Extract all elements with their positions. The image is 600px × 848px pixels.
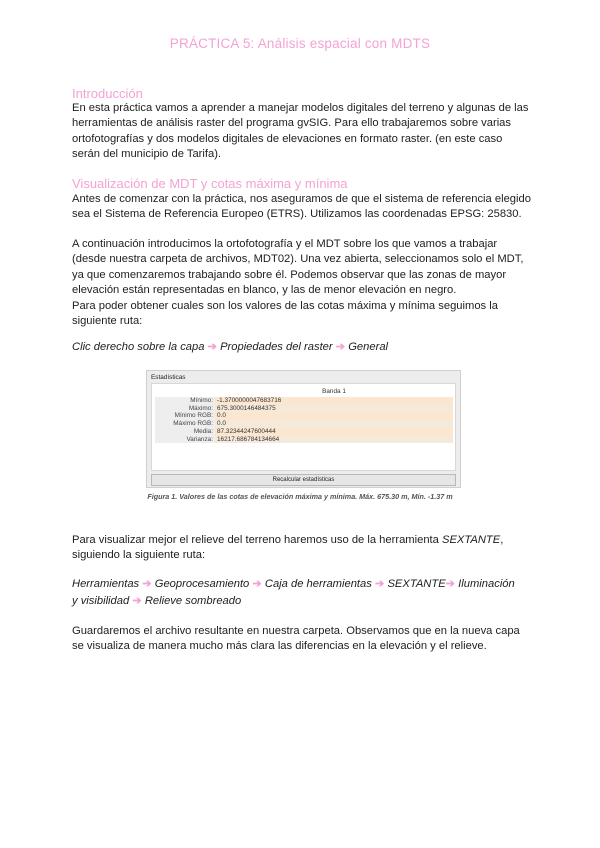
intro-paragraph — [72, 101, 542, 163]
stat-value: 87.32344247600444 — [215, 428, 453, 436]
stat-label: Mínimo RGB: — [155, 412, 215, 420]
arrow-right-icon: ➔ — [132, 594, 142, 607]
stat-label: Varianza: — [155, 436, 215, 444]
arrow-right-icon: ➔ — [335, 341, 346, 353]
text-line: ya que comenzaremos trabajando sobre él. Podemos observar que las zonas de mayor — [72, 268, 507, 281]
section3-paragraph-1 — [72, 533, 542, 564]
stat-label: Mínimo: — [155, 397, 215, 405]
route-step: SEXTANTE — [387, 578, 446, 590]
text-fragment: Para visualizar mejor el relieve del terreno haremos uso de la herramienta — [72, 534, 442, 546]
arrow-right-icon: ➔ — [374, 578, 385, 590]
route-step: Geoprocesamiento — [154, 578, 250, 590]
stat-label: Media: — [155, 428, 215, 436]
table-row — [155, 412, 453, 420]
stat-value: 0.0 — [215, 412, 453, 420]
stat-label: Máximo RGB: — [155, 420, 215, 428]
text-line: serán del municipio de Tarifa). — [72, 148, 222, 161]
route-step: Herramientas — [72, 578, 140, 590]
statistics-panel-screenshot — [146, 370, 461, 488]
text-line: Para poder obtener cuales son los valores de las cotas máxima y mínima seguimos la — [72, 299, 498, 312]
tool-name: SEXTANTE — [442, 534, 501, 546]
page-title: PRÁCTICA 5: Análisis espacial con MDTS — [169, 36, 431, 51]
section2-paragraph-2 — [72, 237, 542, 329]
route-step: Relieve sombreado — [144, 594, 242, 607]
arrow-right-icon: ➔ — [445, 578, 456, 590]
route-step: General — [348, 341, 389, 353]
stat-value: -1.3700000047683716 — [215, 397, 453, 405]
stat-value: 675.3000146484375 — [215, 405, 453, 413]
route-step: Clic derecho sobre la capa — [72, 341, 205, 353]
text-line: Antes de comenzar con la práctica, nos aseguramos de que el sistema de referencia elegido — [72, 193, 531, 205]
route-hillshade — [72, 576, 552, 609]
arrow-right-icon: ➔ — [207, 341, 217, 353]
section3-paragraph-2 — [72, 624, 542, 655]
table-row — [155, 397, 453, 405]
table-row — [155, 436, 453, 444]
text-line: sea el Sistema de Referencia Europeo (ETRS). Utilizamos las coordenadas EPSG: 25830. — [72, 208, 522, 221]
text-line: herramientas de análisis raster del programa gvSIG. Para ello trabajaremos sobre varias — [72, 117, 512, 130]
table-row — [155, 405, 453, 413]
arrow-right-icon: ➔ — [142, 578, 152, 590]
section2-paragraph-1 — [72, 192, 542, 223]
route-step: Caja de herramientas — [264, 578, 372, 590]
route-step: Iluminación — [458, 578, 515, 590]
statistics-table — [155, 386, 453, 443]
text-line: Guardaremos el archivo resultante en nuestra carpeta. Observamos que en la nueva capa — [72, 625, 520, 637]
text-line: elevación están representadas en blanco, y las de menor elevación en negro. — [72, 284, 457, 297]
stat-value: 16217.686784134664 — [215, 436, 453, 444]
stat-label: Máximo: — [155, 405, 215, 413]
band-header: Banda 1 — [322, 388, 346, 395]
text-line: (desde nuestra carpeta de archivos, MDT02). Una vez abierta, seleccionamos solo el MDT, — [72, 253, 524, 266]
text-line: ortofotografías y dos modelos digitales de elevaciones en formato raster. (en este caso — [72, 132, 503, 145]
statistics-table-area — [151, 383, 456, 471]
text-line: siguiente ruta: — [72, 315, 143, 328]
route-step: y visibilidad — [72, 594, 130, 607]
route-step: Propiedades del raster — [220, 341, 333, 353]
text-fragment: , — [500, 534, 504, 546]
table-row — [155, 428, 453, 436]
text-line: A continuación introducimos la ortofotografía y el MDT sobre los que vamos a trabajar — [72, 238, 498, 250]
recalculate-statistics-button[interactable]: Recalcular estadísticas — [151, 474, 456, 486]
section-heading-mdt: Visualización de MDT y cotas máxima y mínima — [72, 176, 348, 191]
table-row — [155, 420, 453, 428]
route-raster-properties — [72, 339, 552, 356]
stat-value: 0.0 — [215, 420, 453, 428]
intro-heading: Introducción — [72, 86, 143, 101]
statistics-panel-title: Estadísticas — [151, 374, 186, 381]
text-line: siguiendo la siguiente ruta: — [72, 549, 206, 562]
arrow-right-icon: ➔ — [252, 578, 262, 590]
text-line: En esta práctica vamos a aprender a manejar modelos digitales del terreno y algunas de las — [72, 102, 529, 114]
text-line: se visualiza de manera mucho más clara las diferencias en la elevación y el relieve. — [72, 640, 487, 653]
figure-caption: Figura 1. Valores de las cotas de elevación máxima y mínima. Máx. 675.30 m, Mín. -1.37 m — [147, 492, 453, 501]
